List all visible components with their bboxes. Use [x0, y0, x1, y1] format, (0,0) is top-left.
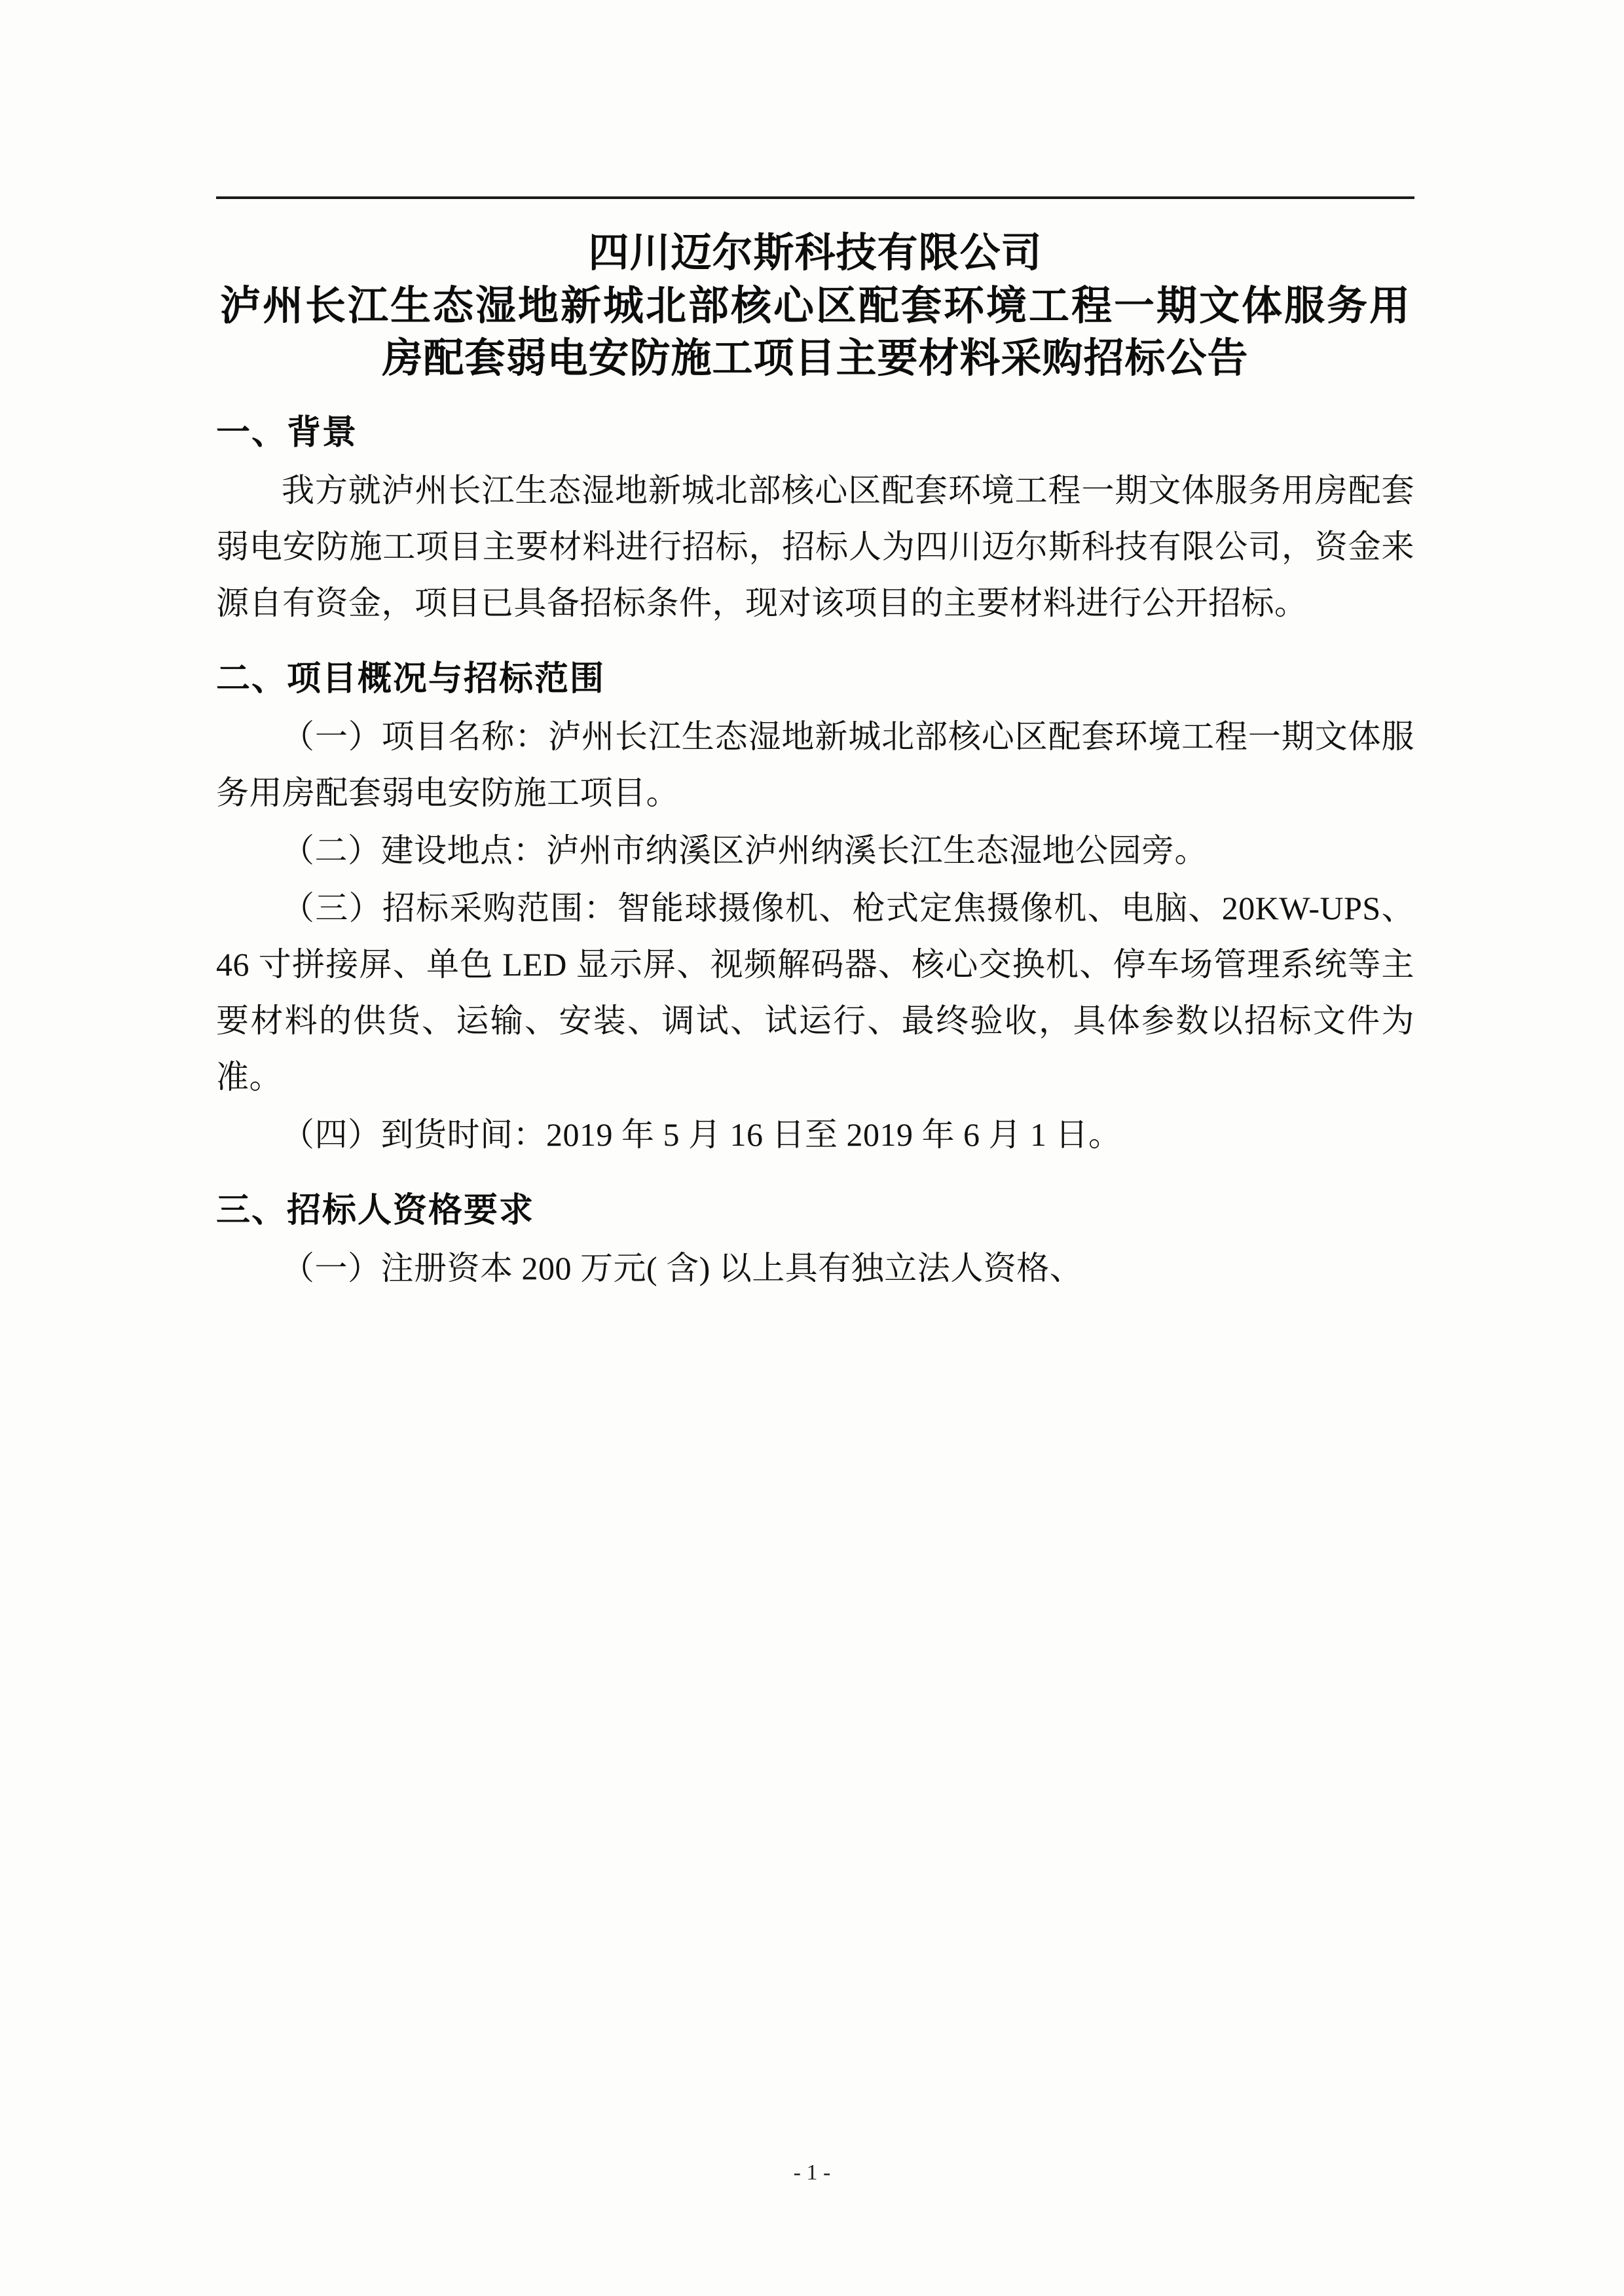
- section-heading-qualifications: 三、招标人资格要求: [216, 1190, 535, 1230]
- page-number: - 1 -: [793, 2160, 831, 2185]
- paragraph-project-name: （一）项目名称：泸州长江生态湿地新城北部核心区配套环境工程一期文体服务用房配套弱电安防施工项目。: [216, 718, 1414, 811]
- paragraph-project-location: （二）建设地点：泸州市纳溪区泸州纳溪长江生态湿地公园旁。: [282, 831, 1208, 869]
- paragraph-qualification-1: （一）注册资本 200 万元( 含) 以上具有独立法人资格、: [282, 1249, 1083, 1286]
- title-line-rest: 泸州长江生态湿地新城北部核心区配套环境工程一期文体服务用房配套弱电安防施工项目主要材料采购招标公告: [220, 281, 1411, 382]
- document-title: [216, 227, 1414, 385]
- document-body: [216, 196, 1414, 1298]
- section-heading-overview: 二、项目概况与招标范围: [216, 659, 606, 699]
- header-rule: [216, 196, 1414, 199]
- paragraph-delivery-time: （四）到货时间：2019 年 5 月 16 日至 2019 年 6 月 1 日。: [282, 1116, 1122, 1153]
- paragraph-background-1: 我方就泸州长江生态湿地新城北部核心区配套环境工程一期文体服务用房配套弱电安防施工项目主要材料进行招标，招标人为四川迈尔斯科技有限公司，资金来源自有资金，项目已具备招标条件，现对该项目的主要材料进行公开招标。: [216, 471, 1414, 621]
- paragraph-procurement-scope: （三）招标采购范围：智能球摄像机、枪式定焦摄像机、电脑、20KW-UPS、46 寸拼接屏、单色 LED 显示屏、视频解码器、核心交换机、停车场管理系统等主要材料的供货、运输、安装、调试、试运行、最终验收，具体参数以招标文件为准。: [216, 889, 1414, 1095]
- section-heading-background: 一、背景: [216, 412, 358, 452]
- title-line-1: 四川迈尔斯科技有限公司: [588, 228, 1043, 276]
